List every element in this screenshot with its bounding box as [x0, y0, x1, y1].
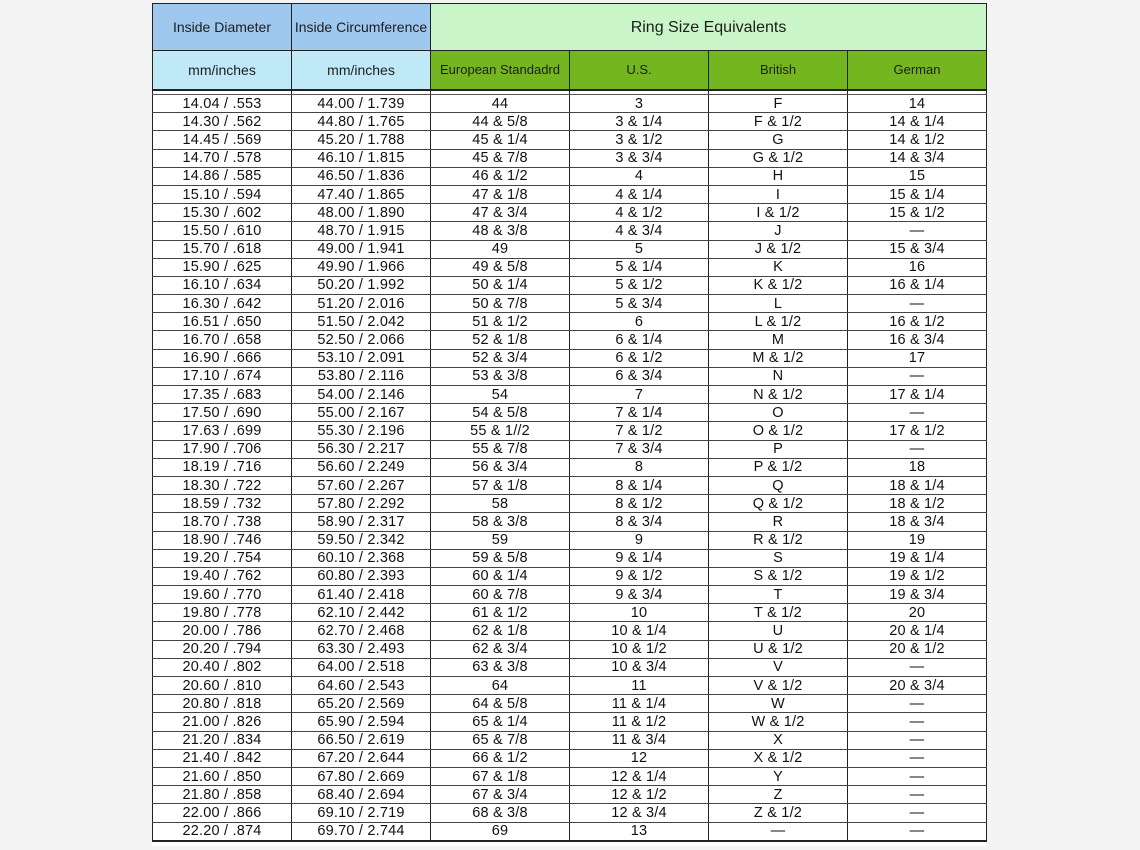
european-cell: 53 & 3/8 — [431, 367, 570, 385]
us-cell: 7 — [570, 386, 709, 404]
british-cell: S & 1/2 — [709, 567, 848, 585]
diameter-cell: 17.35 / .683 — [153, 386, 292, 404]
circumference-cell: 62.70 / 2.468 — [292, 622, 431, 640]
us-cell: 12 & 1/4 — [570, 767, 709, 785]
british-cell: S — [709, 549, 848, 567]
diameter-cell: 15.70 / .618 — [153, 240, 292, 258]
diameter-cell: 20.20 / .794 — [153, 640, 292, 658]
circumference-cell: 56.30 / 2.217 — [292, 440, 431, 458]
diameter-cell: 20.80 / .818 — [153, 695, 292, 713]
table-row — [153, 695, 987, 713]
european-cell: 47 & 3/4 — [431, 204, 570, 222]
us-cell: 9 & 1/4 — [570, 549, 709, 567]
british-cell: M — [709, 331, 848, 349]
german-cell: 15 & 3/4 — [848, 240, 987, 258]
table-row — [153, 386, 987, 404]
circumference-cell: 65.20 / 2.569 — [292, 695, 431, 713]
table-row — [153, 567, 987, 585]
diameter-cell: 17.10 / .674 — [153, 367, 292, 385]
german-cell: — — [848, 658, 987, 676]
us-cell: 4 & 1/2 — [570, 204, 709, 222]
table-row — [153, 731, 987, 749]
german-cell: — — [848, 440, 987, 458]
us-cell: 6 & 1/4 — [570, 331, 709, 349]
german-cell: 18 & 3/4 — [848, 513, 987, 531]
circumference-cell: 57.80 / 2.292 — [292, 495, 431, 513]
table-row — [153, 586, 987, 604]
european-cell: 68 & 3/8 — [431, 804, 570, 822]
diameter-cell: 18.59 / .732 — [153, 495, 292, 513]
british-cell: I — [709, 185, 848, 203]
european-cell: 67 & 3/4 — [431, 786, 570, 804]
european-cell: 69 — [431, 822, 570, 841]
german-cell: 14 — [848, 95, 987, 113]
european-cell: 54 — [431, 386, 570, 404]
us-cell: 10 & 1/2 — [570, 640, 709, 658]
diameter-cell: 16.70 / .658 — [153, 331, 292, 349]
table-row — [153, 767, 987, 785]
us-cell: 4 & 3/4 — [570, 222, 709, 240]
european-cell: 60 & 7/8 — [431, 586, 570, 604]
british-cell: K — [709, 258, 848, 276]
german-cell: 15 & 1/4 — [848, 185, 987, 203]
european-cell: 52 & 3/4 — [431, 349, 570, 367]
german-cell: 15 & 1/2 — [848, 204, 987, 222]
british-cell: G & 1/2 — [709, 149, 848, 167]
german-cell: 14 & 1/4 — [848, 113, 987, 131]
british-cell: W & 1/2 — [709, 713, 848, 731]
british-cell: V & 1/2 — [709, 677, 848, 695]
circumference-cell: 58.90 / 2.317 — [292, 513, 431, 531]
table-row — [153, 786, 987, 804]
table-row — [153, 531, 987, 549]
table-body — [153, 95, 987, 841]
us-cell: 10 & 1/4 — [570, 622, 709, 640]
british-cell: F — [709, 95, 848, 113]
us-cell: 4 — [570, 167, 709, 185]
british-cell: O — [709, 404, 848, 422]
us-cell: 4 & 1/4 — [570, 185, 709, 203]
table-row — [153, 149, 987, 167]
british-cell: J & 1/2 — [709, 240, 848, 258]
german-cell: — — [848, 404, 987, 422]
us-cell: 12 & 1/2 — [570, 786, 709, 804]
german-cell: — — [848, 695, 987, 713]
circumference-cell: 63.30 / 2.493 — [292, 640, 431, 658]
british-cell: O & 1/2 — [709, 422, 848, 440]
table-row — [153, 222, 987, 240]
diameter-cell: 22.00 / .866 — [153, 804, 292, 822]
german-cell: — — [848, 749, 987, 767]
diameter-cell: 21.60 / .850 — [153, 767, 292, 785]
us-cell: 13 — [570, 822, 709, 841]
diameter-cell: 14.86 / .585 — [153, 167, 292, 185]
circumference-cell: 47.40 / 1.865 — [292, 185, 431, 203]
european-cell: 62 & 1/8 — [431, 622, 570, 640]
table-row — [153, 476, 987, 494]
table-row — [153, 95, 987, 113]
diameter-cell: 14.30 / .562 — [153, 113, 292, 131]
european-cell: 63 & 3/8 — [431, 658, 570, 676]
ring-size-chart — [152, 3, 986, 846]
us-cell: 5 — [570, 240, 709, 258]
german-cell: 17 & 1/4 — [848, 386, 987, 404]
diameter-cell: 19.20 / .754 — [153, 549, 292, 567]
german-cell: 16 & 3/4 — [848, 331, 987, 349]
european-cell: 55 & 7/8 — [431, 440, 570, 458]
european-cell: 66 & 1/2 — [431, 749, 570, 767]
diameter-cell: 14.70 / .578 — [153, 149, 292, 167]
european-cell: 44 & 5/8 — [431, 113, 570, 131]
german-cell: 19 & 1/2 — [848, 567, 987, 585]
circumference-cell: 52.50 / 2.066 — [292, 331, 431, 349]
circumference-cell: 61.40 / 2.418 — [292, 586, 431, 604]
british-cell: P — [709, 440, 848, 458]
british-cell: T & 1/2 — [709, 604, 848, 622]
british-cell: I & 1/2 — [709, 204, 848, 222]
diameter-cell: 21.00 / .826 — [153, 713, 292, 731]
british-cell: Y — [709, 767, 848, 785]
european-cell: 60 & 1/4 — [431, 567, 570, 585]
european-cell: 65 & 7/8 — [431, 731, 570, 749]
table-row — [153, 549, 987, 567]
diameter-cell: 14.04 / .553 — [153, 95, 292, 113]
table-row — [153, 822, 987, 841]
us-cell: 8 & 3/4 — [570, 513, 709, 531]
german-cell: — — [848, 731, 987, 749]
european-cell: 64 — [431, 677, 570, 695]
us-cell: 10 — [570, 604, 709, 622]
diameter-cell: 16.90 / .666 — [153, 349, 292, 367]
german-cell: — — [848, 804, 987, 822]
european-header: European Standadrd — [431, 51, 570, 91]
german-cell: 20 & 1/4 — [848, 622, 987, 640]
diameter-cell: 19.80 / .778 — [153, 604, 292, 622]
german-header: German — [848, 51, 987, 91]
table-row — [153, 295, 987, 313]
diameter-cell: 22.20 / .874 — [153, 822, 292, 841]
british-cell: X & 1/2 — [709, 749, 848, 767]
european-cell: 58 — [431, 495, 570, 513]
european-cell: 45 & 1/4 — [431, 131, 570, 149]
circumference-cell: 55.30 / 2.196 — [292, 422, 431, 440]
circumference-cell: 59.50 / 2.342 — [292, 531, 431, 549]
british-cell: R — [709, 513, 848, 531]
european-cell: 46 & 1/2 — [431, 167, 570, 185]
circumference-cell: 64.60 / 2.543 — [292, 677, 431, 695]
german-cell: — — [848, 295, 987, 313]
table-row — [153, 331, 987, 349]
us-cell: 10 & 3/4 — [570, 658, 709, 676]
german-cell: — — [848, 822, 987, 841]
circumference-unit-header: mm/inches — [292, 51, 431, 91]
european-cell: 50 & 1/4 — [431, 276, 570, 294]
circumference-cell: 54.00 / 2.146 — [292, 386, 431, 404]
german-cell: 17 — [848, 349, 987, 367]
table-row — [153, 185, 987, 203]
european-cell: 52 & 1/8 — [431, 331, 570, 349]
circumference-cell: 51.50 / 2.042 — [292, 313, 431, 331]
us-cell: 6 — [570, 313, 709, 331]
diameter-cell: 21.80 / .858 — [153, 786, 292, 804]
table-row — [153, 276, 987, 294]
table-row — [153, 240, 987, 258]
british-cell: Q & 1/2 — [709, 495, 848, 513]
circumference-cell: 48.70 / 1.915 — [292, 222, 431, 240]
german-cell: 19 — [848, 531, 987, 549]
diameter-cell: 21.40 / .842 — [153, 749, 292, 767]
table-row — [153, 749, 987, 767]
us-cell: 8 — [570, 458, 709, 476]
german-cell: 20 & 3/4 — [848, 677, 987, 695]
circumference-cell: 48.00 / 1.890 — [292, 204, 431, 222]
circumference-cell: 65.90 / 2.594 — [292, 713, 431, 731]
circumference-cell: 53.10 / 2.091 — [292, 349, 431, 367]
us-cell: 11 — [570, 677, 709, 695]
table-row — [153, 713, 987, 731]
german-cell: 18 & 1/2 — [848, 495, 987, 513]
diameter-cell: 18.19 / .716 — [153, 458, 292, 476]
circumference-cell: 56.60 / 2.249 — [292, 458, 431, 476]
us-cell: 8 & 1/4 — [570, 476, 709, 494]
table-row — [153, 458, 987, 476]
german-cell: 14 & 1/2 — [848, 131, 987, 149]
british-cell: R & 1/2 — [709, 531, 848, 549]
circumference-cell: 60.10 / 2.368 — [292, 549, 431, 567]
diameter-cell: 18.30 / .722 — [153, 476, 292, 494]
british-cell: Q — [709, 476, 848, 494]
european-cell: 44 — [431, 95, 570, 113]
circumference-cell: 55.00 / 2.167 — [292, 404, 431, 422]
british-cell: H — [709, 167, 848, 185]
us-cell: 3 & 1/2 — [570, 131, 709, 149]
table-row — [153, 131, 987, 149]
british-cell: K & 1/2 — [709, 276, 848, 294]
table-row — [153, 313, 987, 331]
table-row — [153, 422, 987, 440]
circumference-cell: 44.00 / 1.739 — [292, 95, 431, 113]
us-cell: 11 & 1/4 — [570, 695, 709, 713]
german-cell: 14 & 3/4 — [848, 149, 987, 167]
ring-size-equivalents-header: Ring Size Equivalents — [431, 4, 987, 51]
european-cell: 58 & 3/8 — [431, 513, 570, 531]
circumference-cell: 51.20 / 2.016 — [292, 295, 431, 313]
german-cell: 17 & 1/2 — [848, 422, 987, 440]
european-cell: 55 & 1//2 — [431, 422, 570, 440]
european-cell: 54 & 5/8 — [431, 404, 570, 422]
european-cell: 51 & 1/2 — [431, 313, 570, 331]
diameter-cell: 17.50 / .690 — [153, 404, 292, 422]
german-cell: — — [848, 222, 987, 240]
diameter-cell: 15.30 / .602 — [153, 204, 292, 222]
diameter-cell: 20.40 / .802 — [153, 658, 292, 676]
us-cell: 3 — [570, 95, 709, 113]
british-cell: U & 1/2 — [709, 640, 848, 658]
british-cell: T — [709, 586, 848, 604]
german-cell: 19 & 3/4 — [848, 586, 987, 604]
circumference-cell: 49.90 / 1.966 — [292, 258, 431, 276]
table-row — [153, 640, 987, 658]
us-cell: 7 & 1/4 — [570, 404, 709, 422]
british-cell: L — [709, 295, 848, 313]
us-cell: 6 & 3/4 — [570, 367, 709, 385]
german-cell: 16 & 1/4 — [848, 276, 987, 294]
diameter-cell: 18.90 / .746 — [153, 531, 292, 549]
european-cell: 61 & 1/2 — [431, 604, 570, 622]
circumference-cell: 60.80 / 2.393 — [292, 567, 431, 585]
british-cell: X — [709, 731, 848, 749]
british-cell: L & 1/2 — [709, 313, 848, 331]
us-cell: 11 & 1/2 — [570, 713, 709, 731]
table-row — [153, 349, 987, 367]
diameter-cell: 20.60 / .810 — [153, 677, 292, 695]
table-row — [153, 404, 987, 422]
table-row — [153, 622, 987, 640]
british-cell: F & 1/2 — [709, 113, 848, 131]
british-cell: G — [709, 131, 848, 149]
table-row — [153, 113, 987, 131]
german-cell: — — [848, 786, 987, 804]
circumference-cell: 64.00 / 2.518 — [292, 658, 431, 676]
german-cell: — — [848, 767, 987, 785]
british-cell: W — [709, 695, 848, 713]
european-cell: 49 & 5/8 — [431, 258, 570, 276]
diameter-cell: 14.45 / .569 — [153, 131, 292, 149]
diameter-cell: 15.50 / .610 — [153, 222, 292, 240]
us-cell: 3 & 3/4 — [570, 149, 709, 167]
european-cell: 49 — [431, 240, 570, 258]
inside-circumference-header: Inside Circumference — [292, 4, 431, 51]
german-cell: — — [848, 367, 987, 385]
diameter-cell: 18.70 / .738 — [153, 513, 292, 531]
british-cell: Z & 1/2 — [709, 804, 848, 822]
us-cell: 11 & 3/4 — [570, 731, 709, 749]
diameter-cell: 16.30 / .642 — [153, 295, 292, 313]
german-cell: 18 & 1/4 — [848, 476, 987, 494]
diameter-cell: 15.10 / .594 — [153, 185, 292, 203]
diameter-cell: 21.20 / .834 — [153, 731, 292, 749]
diameter-cell: 20.00 / .786 — [153, 622, 292, 640]
european-cell: 56 & 3/4 — [431, 458, 570, 476]
us-cell: 3 & 1/4 — [570, 113, 709, 131]
european-cell: 59 — [431, 531, 570, 549]
circumference-cell: 45.20 / 1.788 — [292, 131, 431, 149]
british-header: British — [709, 51, 848, 91]
table-row — [153, 258, 987, 276]
diameter-cell: 16.51 / .650 — [153, 313, 292, 331]
table-row — [153, 167, 987, 185]
table-row — [153, 495, 987, 513]
us-cell: 9 & 1/2 — [570, 567, 709, 585]
circumference-cell: 69.70 / 2.744 — [292, 822, 431, 841]
us-cell: 7 & 1/2 — [570, 422, 709, 440]
circumference-cell: 53.80 / 2.116 — [292, 367, 431, 385]
us-cell: 5 & 3/4 — [570, 295, 709, 313]
british-cell: V — [709, 658, 848, 676]
european-cell: 65 & 1/4 — [431, 713, 570, 731]
european-cell: 64 & 5/8 — [431, 695, 570, 713]
british-cell: Z — [709, 786, 848, 804]
circumference-cell: 66.50 / 2.619 — [292, 731, 431, 749]
european-cell: 67 & 1/8 — [431, 767, 570, 785]
us-cell: 8 & 1/2 — [570, 495, 709, 513]
table-row — [153, 658, 987, 676]
ring-size-table — [152, 3, 987, 842]
us-cell: 5 & 1/4 — [570, 258, 709, 276]
german-cell: 20 & 1/2 — [848, 640, 987, 658]
european-cell: 59 & 5/8 — [431, 549, 570, 567]
circumference-cell: 69.10 / 2.719 — [292, 804, 431, 822]
diameter-cell: 16.10 / .634 — [153, 276, 292, 294]
european-cell: 47 & 1/8 — [431, 185, 570, 203]
us-header: U.S. — [570, 51, 709, 91]
british-cell: N — [709, 367, 848, 385]
table-row — [153, 440, 987, 458]
british-cell: J — [709, 222, 848, 240]
german-cell: 20 — [848, 604, 987, 622]
british-cell: M & 1/2 — [709, 349, 848, 367]
table-row — [153, 513, 987, 531]
circumference-cell: 67.20 / 2.644 — [292, 749, 431, 767]
us-cell: 12 — [570, 749, 709, 767]
circumference-cell: 62.10 / 2.442 — [292, 604, 431, 622]
table-row — [153, 804, 987, 822]
diameter-unit-header: mm/inches — [153, 51, 292, 91]
us-cell: 7 & 3/4 — [570, 440, 709, 458]
british-cell: — — [709, 822, 848, 841]
european-cell: 50 & 7/8 — [431, 295, 570, 313]
german-cell: 15 — [848, 167, 987, 185]
circumference-cell: 44.80 / 1.765 — [292, 113, 431, 131]
table-row — [153, 604, 987, 622]
table-row — [153, 204, 987, 222]
european-cell: 62 & 3/4 — [431, 640, 570, 658]
circumference-cell: 67.80 / 2.669 — [292, 767, 431, 785]
us-cell: 9 — [570, 531, 709, 549]
european-cell: 45 & 7/8 — [431, 149, 570, 167]
british-cell: N & 1/2 — [709, 386, 848, 404]
diameter-cell: 19.40 / .762 — [153, 567, 292, 585]
british-cell: U — [709, 622, 848, 640]
circumference-cell: 50.20 / 1.992 — [292, 276, 431, 294]
us-cell: 12 & 3/4 — [570, 804, 709, 822]
diameter-cell: 19.60 / .770 — [153, 586, 292, 604]
circumference-cell: 57.60 / 2.267 — [292, 476, 431, 494]
german-cell: — — [848, 713, 987, 731]
german-cell: 19 & 1/4 — [848, 549, 987, 567]
circumference-cell: 46.10 / 1.815 — [292, 149, 431, 167]
circumference-cell: 49.00 / 1.941 — [292, 240, 431, 258]
us-cell: 6 & 1/2 — [570, 349, 709, 367]
german-cell: 16 & 1/2 — [848, 313, 987, 331]
inside-diameter-header: Inside Diameter — [153, 4, 292, 51]
table-row — [153, 677, 987, 695]
german-cell: 18 — [848, 458, 987, 476]
table-row — [153, 367, 987, 385]
diameter-cell: 17.63 / .699 — [153, 422, 292, 440]
european-cell: 57 & 1/8 — [431, 476, 570, 494]
diameter-cell: 17.90 / .706 — [153, 440, 292, 458]
us-cell: 9 & 3/4 — [570, 586, 709, 604]
british-cell: P & 1/2 — [709, 458, 848, 476]
us-cell: 5 & 1/2 — [570, 276, 709, 294]
circumference-cell: 68.40 / 2.694 — [292, 786, 431, 804]
diameter-cell: 15.90 / .625 — [153, 258, 292, 276]
european-cell: 48 & 3/8 — [431, 222, 570, 240]
german-cell: 16 — [848, 258, 987, 276]
circumference-cell: 46.50 / 1.836 — [292, 167, 431, 185]
